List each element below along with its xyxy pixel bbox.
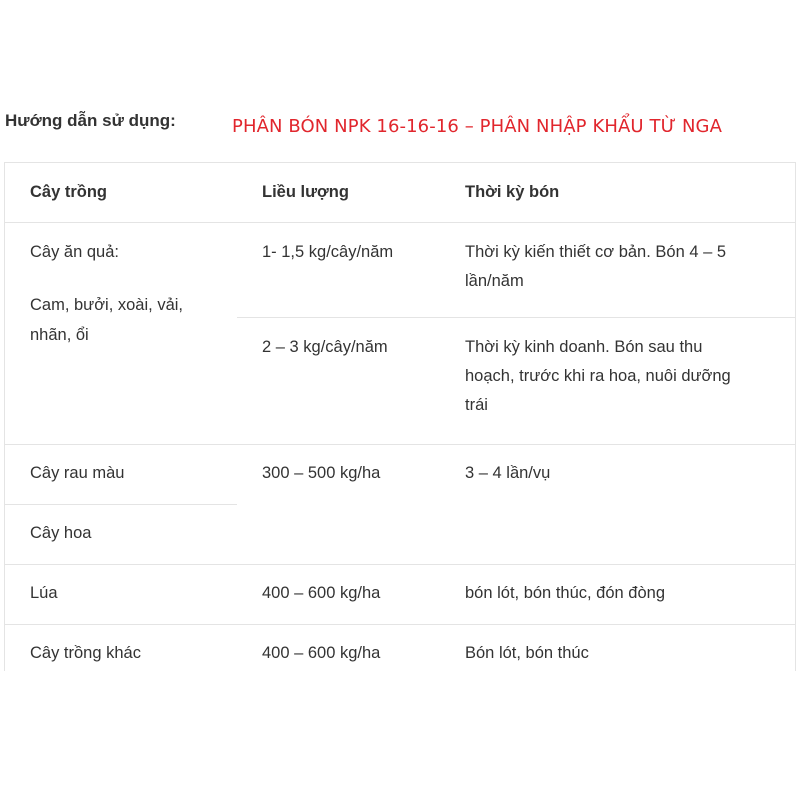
header-period: Thời kỳ bón xyxy=(465,183,560,201)
rice-crop: Lúa xyxy=(30,584,58,602)
usage-guide-heading: Hướng dẫn sử dụng: xyxy=(5,111,176,130)
header-crop: Cây trồng xyxy=(30,183,108,201)
rice-dose: 400 – 600 kg/ha xyxy=(262,584,381,602)
fruit-stage1-period-line1: Thời kỳ kiến thiết cơ bản. Bón 4 – 5 xyxy=(465,243,727,261)
usage-table xyxy=(4,162,796,671)
product-title: PHÂN BÓN NPK 16-16-16 – PHÂN NHẬP KHẨU TỪ NGA xyxy=(232,116,722,137)
header-dose: Liều lượng xyxy=(262,183,349,201)
rice-period: bón lót, bón thúc, đón đòng xyxy=(465,584,665,602)
vegetable-period: 3 – 4 lần/vụ xyxy=(465,464,551,482)
vegetable-dose: 300 – 500 kg/ha xyxy=(262,464,381,482)
fruit-stage1-period-line2: lần/năm xyxy=(465,272,524,290)
other-dose: 400 – 600 kg/ha xyxy=(262,644,381,662)
row-divider xyxy=(5,564,795,565)
fruit-stage1-dose: 1- 1,5 kg/cây/năm xyxy=(262,243,394,261)
fruit-stage2-period-line2: hoạch, trước khi ra hoa, nuôi dưỡng xyxy=(465,367,731,385)
sub-row-divider xyxy=(237,317,795,318)
fruit-stage2-period-line3: trái xyxy=(465,396,488,414)
fruit-stage2-dose: 2 – 3 kg/cây/năm xyxy=(262,338,388,356)
flower-crop: Cây hoa xyxy=(30,524,92,542)
fruit-crop-list-line2: nhãn, ổi xyxy=(30,326,89,344)
sub-row-divider xyxy=(5,504,237,505)
other-crop: Cây trồng khác xyxy=(30,644,141,662)
vegetable-crop: Cây rau màu xyxy=(30,464,125,482)
fruit-crop-label: Cây ăn quả: xyxy=(30,243,119,261)
row-divider xyxy=(5,444,795,445)
fruit-crop-list-line1: Cam, bưởi, xoài, vải, xyxy=(30,296,183,314)
row-divider xyxy=(5,222,795,223)
fruit-stage2-period-line1: Thời kỳ kinh doanh. Bón sau thu xyxy=(465,338,703,356)
other-period: Bón lót, bón thúc xyxy=(465,644,589,662)
row-divider xyxy=(5,624,795,625)
